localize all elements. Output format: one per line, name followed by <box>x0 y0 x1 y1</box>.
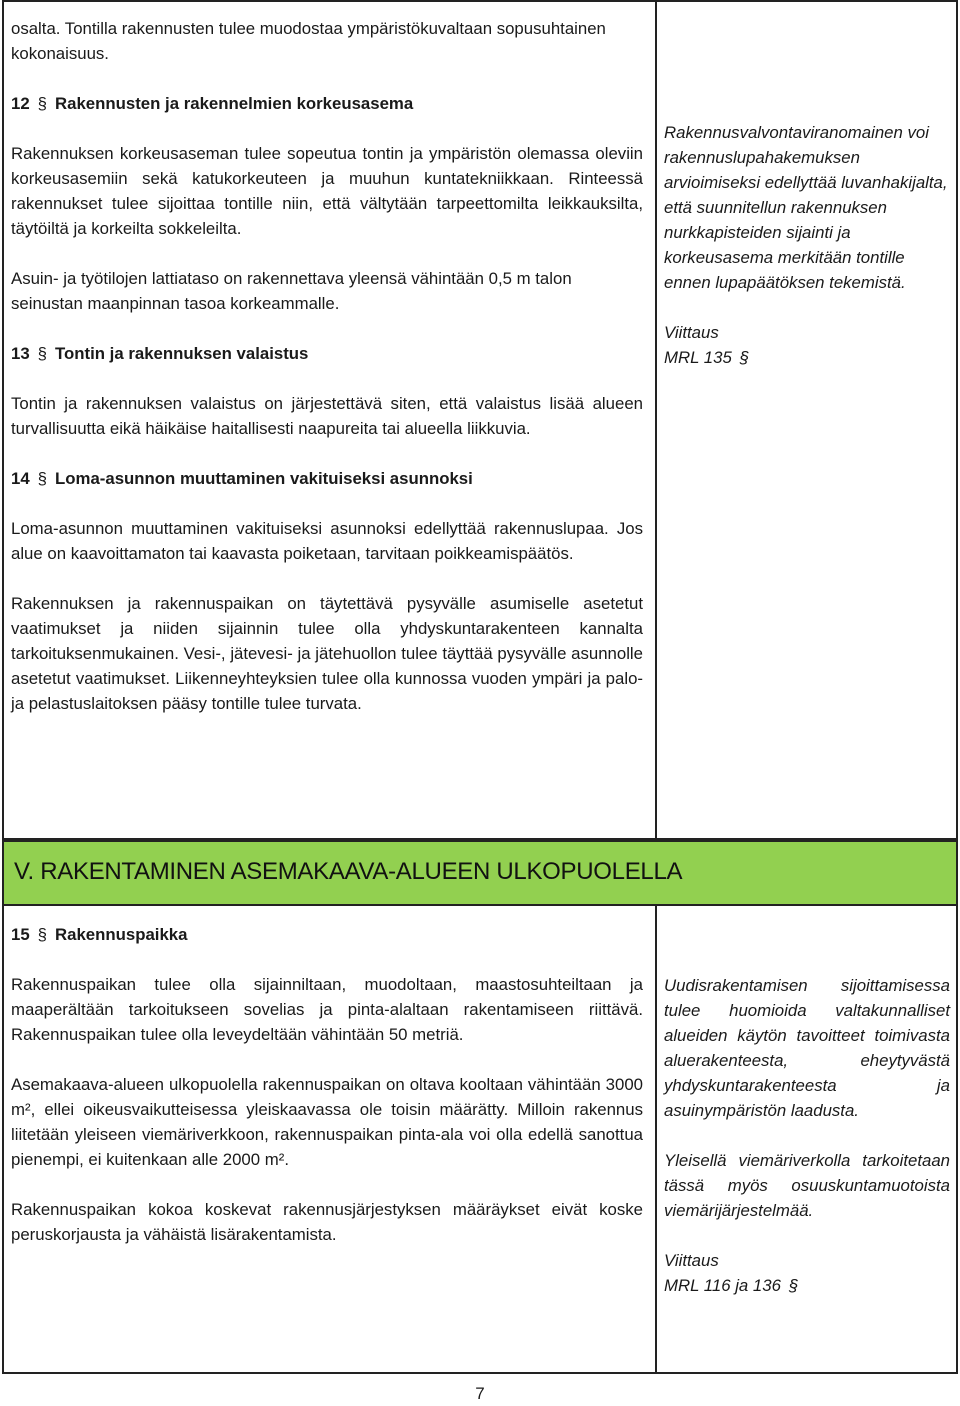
section-12-paragraph-2: Asuin- ja työtilojen lattiataso on rakennettava yleensä vähintään 0,5 m talon seinustan maanpinnan tasoa korkeammalle. <box>11 269 572 313</box>
section-symbol: § <box>37 94 48 113</box>
reference-text: MRL 135 § <box>664 345 950 370</box>
section-15-heading <box>11 922 643 947</box>
section-title: Tontin ja rakennuksen valaistus <box>55 344 309 363</box>
section-15-paragraph-3: Rakennuspaikan kokoa koskevat rakennusjärjestyksen määräykset eivät koske peruskorjausta ja vähäistä lisärakentamista. <box>11 1200 643 1244</box>
section-12-heading <box>11 91 643 116</box>
intro-paragraph: osalta. Tontilla rakennusten tulee muodostaa ympäristökuvaltaan sopusuhtainen kokonaisuus. <box>11 19 606 63</box>
lower-main-column <box>11 922 643 1272</box>
section-number: 12 <box>11 94 30 113</box>
section-symbol: § <box>37 469 48 488</box>
section-13-paragraph-1: Tontin ja rakennuksen valaistus on järjestettävä siten, että valaistus lisää alueen turvallisuutta eikä häikäise haitallisesti naapureita tai alueella liikkuvia. <box>11 394 643 438</box>
section-number: 14 <box>11 469 30 488</box>
section-number: 13 <box>11 344 30 363</box>
reference-label: Viittaus <box>664 1251 719 1270</box>
section-12-paragraph-1: Rakennuksen korkeusaseman tulee sopeutua tontin ja ympäristön olemassa oleviin korkeusasemiin sekä katukorkeuteen ja muuhun kuntatekniikkaan. Rinteessä rakennukset tulee sijoittaa tontille niin, että vältytään tarpeettomilta leikkauksilta, täytöiltä ja korkeilta sokkeleilta. <box>11 144 643 238</box>
side-note: Rakennusvalvontaviranomainen voi rakennuslupahakemuksen arvioimiseksi edellyttää luvanhakijalta, että suunnitellun rakennuksen nurkkapisteiden sijainti ja korkeusasema merkitään tontille ennen lupapäätöksen tekemistä. <box>664 123 948 292</box>
section-15-paragraph-1: Rakennuspaikan tulee olla sijainniltaan, muodoltaan, maastosuhteiltaan ja maaperältään tarkoitukseen sovelias ja pinta-alaltaan rakentamiseen riittävä. Rakennuspaikan tulee olla leveydeltään vähintään 50 metriä. <box>11 975 643 1044</box>
reference-label: Viittaus <box>664 323 719 342</box>
section-symbol: § <box>739 348 750 367</box>
section-title: Rakennusten ja rakennelmien korkeusasema <box>55 94 414 113</box>
page-number: 7 <box>475 1384 485 1403</box>
chapter-banner <box>2 840 958 906</box>
chapter-title: V. RAKENTAMINEN ASEMAKAAVA-ALUEEN ULKOPUOLELLA <box>14 858 683 885</box>
lower-side-column <box>664 973 950 1298</box>
column-divider <box>655 906 657 1372</box>
section-14-paragraph-1: Loma-asunnon muuttaminen vakituiseksi asunnoksi edellyttää rakennuslupaa. Jos alue on kaavoittamaton tai kaavasta poiketaan, tarvitaan poikkeamispäätös. <box>11 519 643 563</box>
section-title: Rakennuspaikka <box>55 925 188 944</box>
section-symbol: § <box>37 344 48 363</box>
section-15-paragraph-2: Asemakaava-alueen ulkopuolella rakennuspaikan on oltava kooltaan vähintään 3000 m², ellei oikeusvaikutteisessa yleiskaavassa ole toisin määrätty. Milloin rakennus liitetään yleiseen viemäriverkkoon, rakennuspaikan pinta-ala voi olla edellä sanottua pienempi, ei kuitenkaan alle 2000 m². <box>11 1075 643 1169</box>
reference-text: MRL 116 ja 136 § <box>664 1273 950 1298</box>
upper-side-column <box>664 120 950 370</box>
column-divider <box>655 2 657 838</box>
section-14-paragraph-2: Rakennuksen ja rakennuspaikan on täytettävä pysyvälle asumiselle asetetut vaatimukset ja niiden sijainnin tulee olla yhdyskuntarakenteen kannalta tarkoituksenmukainen. Vesi-, jätevesi- ja jätehuollon tulee täyttää pysyvälle asunnolle asetetut vaatimukset. Liikenneyhteyksien tulee olla kunnossa vuoden ympäri ja palo- ja pelastuslaitoksen pääsy tontille tulee turvata. <box>11 594 643 713</box>
section-13-heading <box>11 341 643 366</box>
upper-main-column <box>11 16 643 741</box>
section-symbol: § <box>37 925 48 944</box>
section-symbol: § <box>788 1276 799 1295</box>
side-note-2: Yleisellä viemäriverkolla tarkoitetaan tässä myös osuuskuntamuotoista viemärijärjestelmää. <box>664 1151 950 1220</box>
section-14-heading <box>11 466 643 491</box>
side-note-1: Uudisrakentamisen sijoittamisessa tulee huomioida valtakunnalliset alueiden käytön tavoitteet toimivasta aluerakenteesta, eheytyvästä yhdyskuntarakenteesta ja asuinympäristön laadusta. <box>664 976 950 1120</box>
section-number: 15 <box>11 925 30 944</box>
section-title: Loma-asunnon muuttaminen vakituiseksi asunnoksi <box>55 469 473 488</box>
